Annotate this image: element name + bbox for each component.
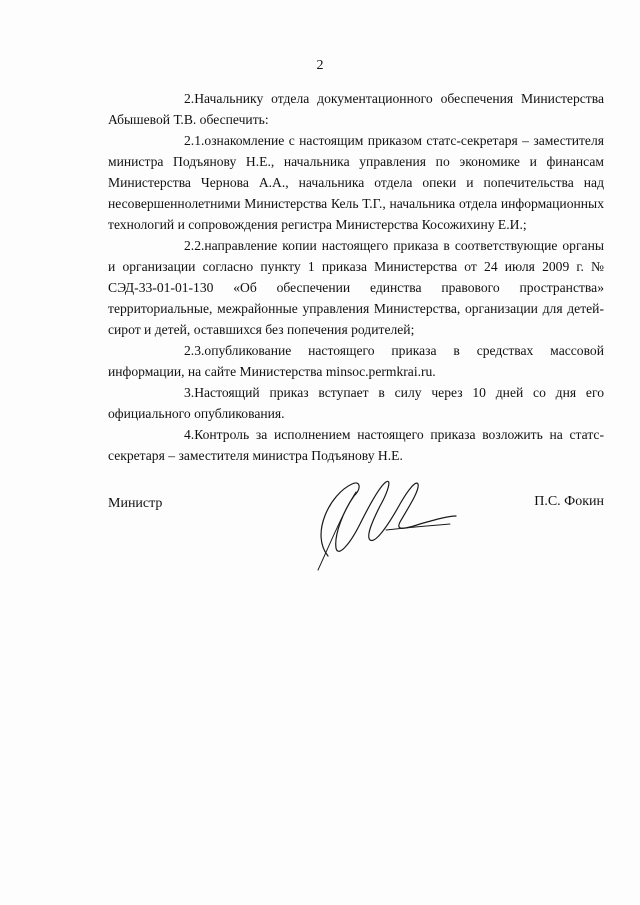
document-body xyxy=(108,88,604,466)
signature-block xyxy=(108,490,604,580)
paragraph-text: опубликование настоящего приказа в средствах массовой информации, на сайте Министерства minsoc.permkrai.ru. xyxy=(108,343,604,379)
paragraph-text: Начальнику отдела документационного обеспечения Министерства Абышевой Т.В. обеспечить: xyxy=(108,91,604,127)
paragraph-2-1 xyxy=(108,130,604,235)
paragraph-number: 2. xyxy=(184,91,195,106)
handwritten-signature xyxy=(300,474,460,574)
paragraph-number: 3. xyxy=(184,385,195,400)
paragraph-number: 2.1. xyxy=(184,133,205,148)
paragraph-number: 2.2. xyxy=(184,238,205,253)
paragraph-text: ознакомление с настоящим приказом статс-секретаря – заместителя министра Подъянову Н.Е., начальника управления по экономике и финансам Министерства Чернова А.А., начальника отдела опеки и попечительства над несовершеннолетними Министерства Кель Т.Г., начальника отдела информационных технологий и сопровождения регистра Министерства Косожихину Е.И.; xyxy=(108,133,604,232)
paragraph-text: направление копии настоящего приказа в соответствующие органы и организации согласно пункту 1 приказа Министерства от 24 июля 2009 г. № СЭД-33-01-01-130 «Об обеспечении единства правового пространства» территориальные, межрайонные управления Министерства, организации для детей-сирот и детей, оставшихся без попечения родителей; xyxy=(108,238,604,337)
paragraph-4 xyxy=(108,424,604,466)
paragraph-number: 2.3. xyxy=(184,343,205,358)
paragraph-text: Настоящий приказ вступает в силу через 10 дней со дня его официального опубликования. xyxy=(108,385,604,421)
page-number: 2 xyxy=(316,58,324,73)
paragraph-text: Контроль за исполнением настоящего приказа возложить на статс-секретаря – заместителя министра Подъянову Н.Е. xyxy=(108,427,604,463)
signatory-name: П.С. Фокин xyxy=(534,494,604,509)
paragraph-number: 4. xyxy=(184,427,195,442)
paragraph-2-3 xyxy=(108,340,604,382)
paragraph-3 xyxy=(108,382,604,424)
paragraph-2 xyxy=(108,88,604,130)
signatory-title: Министр xyxy=(108,496,163,511)
paragraph-2-2 xyxy=(108,235,604,340)
